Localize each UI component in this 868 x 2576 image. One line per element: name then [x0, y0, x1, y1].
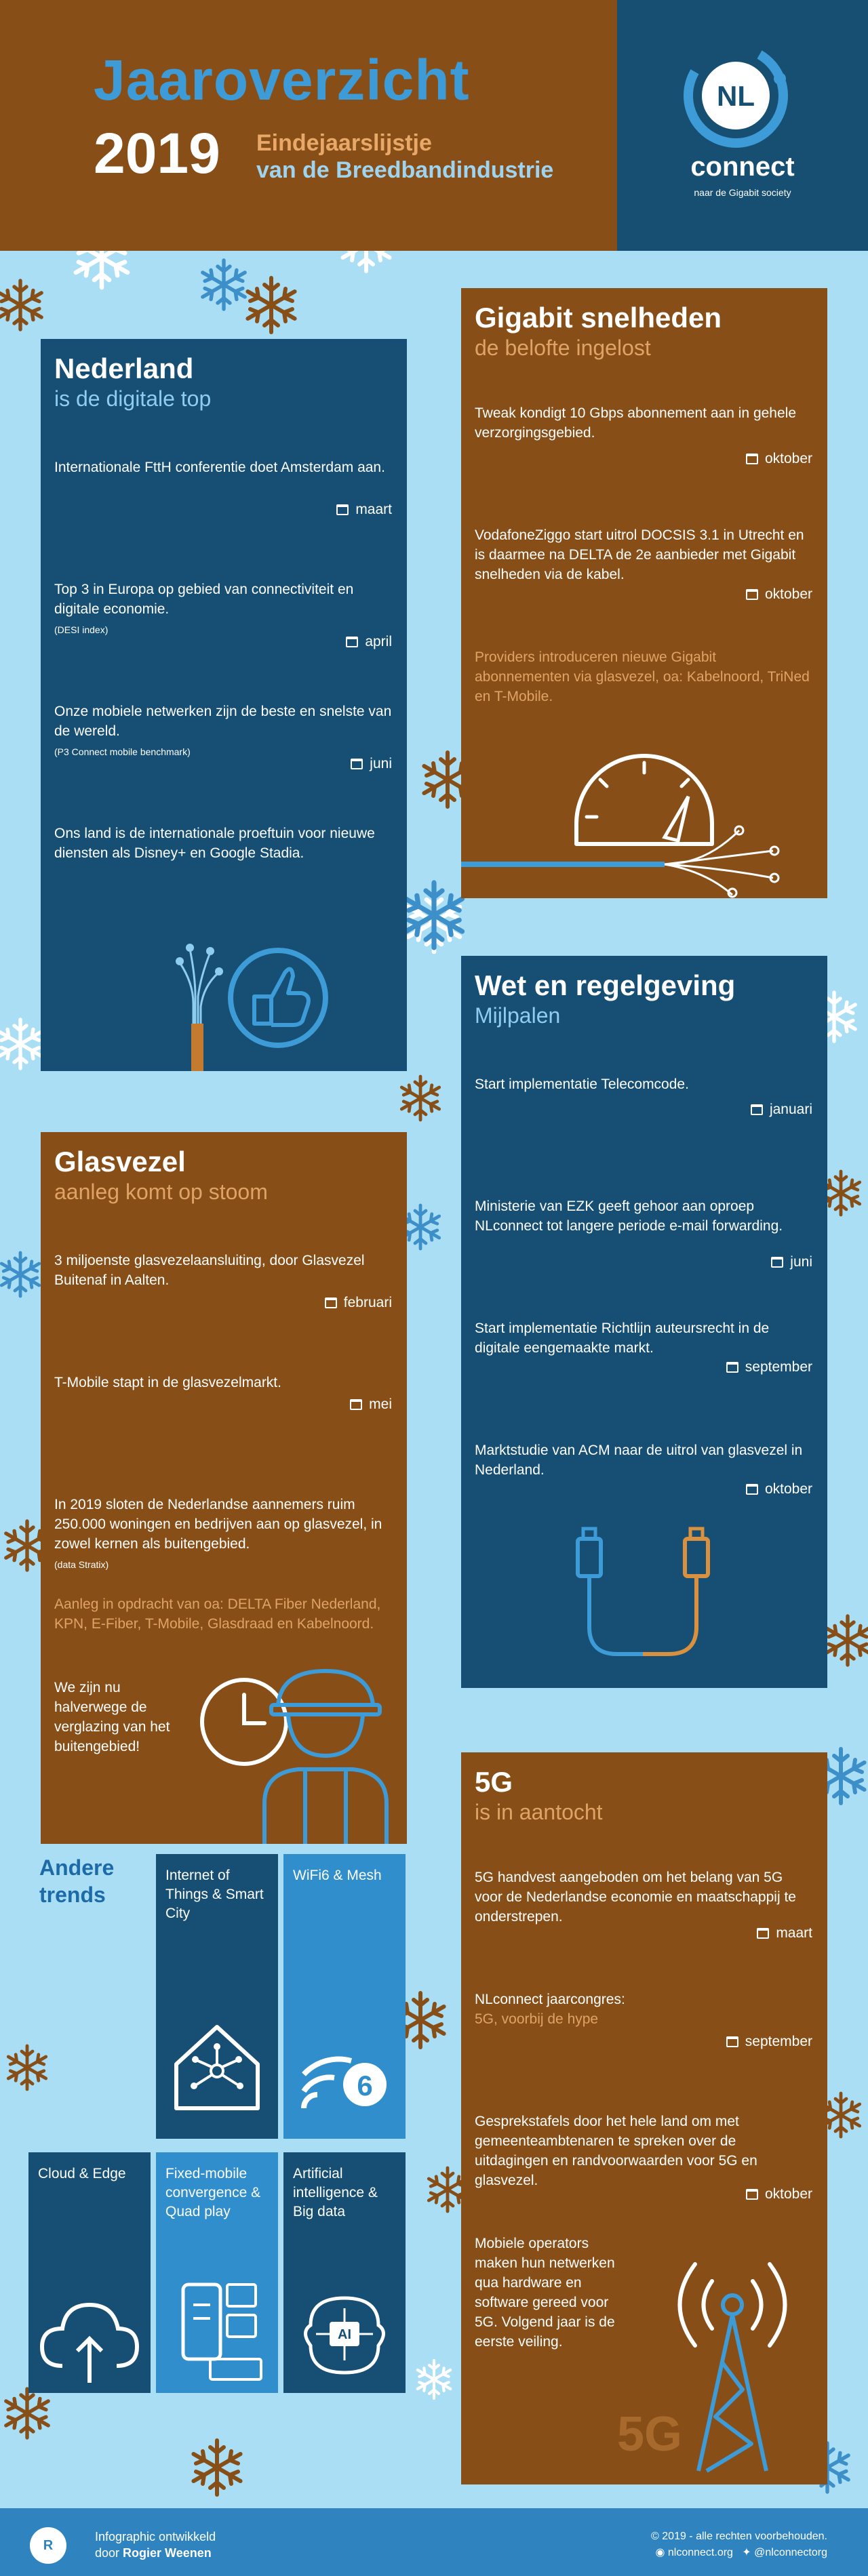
- list-item: Start implementatie Telecomcode.: [475, 1076, 689, 1092]
- panel-wet: [461, 956, 827, 1688]
- gigabit-highlight: Providers introduceren nieuwe Gigabit abonnementen via glasvezel, oa: Kabelnoord, TriNed en T-Mobile.: [475, 649, 810, 704]
- item-date: september: [726, 2034, 812, 2050]
- globe-icon: ◉: [655, 2547, 665, 2558]
- item-date: maart: [757, 1925, 812, 1941]
- logo-mark: NL: [717, 80, 755, 112]
- calendar-icon: [746, 454, 758, 464]
- item-date: januari: [751, 1102, 812, 1118]
- calendar-icon: [336, 504, 349, 515]
- item-date: februari: [325, 1295, 392, 1311]
- logo-tagline: naar de Gigabit society: [694, 187, 791, 198]
- ai-brain-icon: [283, 2271, 406, 2393]
- panel-title: Wet en regelgeving: [475, 969, 736, 1001]
- panel-subtitle: aanleg komt op stoom: [54, 1180, 268, 1204]
- page-year: 2019: [94, 121, 220, 185]
- twitter-link[interactable]: @nlconnectorg: [754, 2547, 827, 2558]
- trend-tile-ai: Artificial intelligence & Big data AI: [283, 2152, 406, 2393]
- panel-subtitle: is de digitale top: [54, 386, 212, 411]
- list-item: 3 miljoenste glasvezelaansluiting, door Glasvezel Buitenaf in Aalten.: [54, 1253, 365, 1288]
- item-date: oktober: [746, 451, 812, 467]
- calendar-icon: [351, 759, 363, 769]
- calendar-icon: [746, 589, 758, 600]
- trend-tile-wifi6: WiFi6 & Mesh 6: [283, 1854, 406, 2139]
- website-link[interactable]: nlconnect.org: [667, 2547, 733, 2558]
- page-title: Jaaroverzicht: [94, 48, 470, 112]
- page-subtitle-line2: van de Breedbandindustrie: [256, 157, 554, 183]
- item-date: april: [346, 634, 392, 650]
- wifi6-badge: 6: [357, 2070, 373, 2101]
- calendar-icon: [746, 1484, 758, 1495]
- list-item: NLconnect jaarcongres: 5G, voorbij de hype: [475, 1992, 625, 2027]
- glasvezel-closing: We zijn nu halverwege de verglazing van het buitengebied!: [54, 1680, 170, 1754]
- list-item: Gesprekstafels door het hele land om met gemeenteambtenaren te spreken over de uitdagingen en randvoorwaarden voor 5G en glasvezel.: [475, 2114, 757, 2188]
- calendar-icon: [325, 1297, 337, 1308]
- list-item: Internationale FttH conferentie doet Amsterdam aan.: [54, 460, 385, 475]
- item-date: oktober: [746, 586, 812, 603]
- logo-name: connect: [690, 152, 795, 182]
- calendar-icon: [746, 2189, 758, 2200]
- list-item: 5G handvest aangeboden om het belang van 5G voor de Nederlandse economie en maatschappij te onderstrepen.: [475, 1870, 796, 1925]
- list-item: Ministerie van EZK geeft gehoor aan oproep NLconnect tot langere periode e-mail forwarding.: [475, 1199, 783, 1234]
- list-item: Onze mobiele netwerken zijn de beste en snelste van de wereld. (P3 Connect mobile benchmark): [54, 704, 392, 757]
- calendar-icon: [757, 1928, 769, 1939]
- wifi6-icon: [283, 1996, 406, 2139]
- fiveg-closing: Mobiele operators maken hun netwerken qua hardware en software gereed voor 5G. Volgend jaar is de eerste veiling.: [475, 2236, 615, 2350]
- ai-badge: AI: [338, 2327, 351, 2342]
- list-item: Start implementatie Richtlijn auteursrecht in de digitale eengemaakte markt.: [475, 1321, 770, 1356]
- devices-icon: [156, 2257, 278, 2393]
- item-date: maart: [336, 502, 392, 518]
- panel-glasvezel: [41, 1132, 407, 1844]
- footer: [0, 2508, 868, 2576]
- author-logo: R: [30, 2527, 66, 2564]
- item-date: september: [726, 1359, 812, 1375]
- calendar-icon: [726, 1362, 738, 1373]
- header: [0, 0, 868, 251]
- list-item: Ons land is de internationale proeftuin voor nieuwe diensten als Disney+ en Google Stadia.: [54, 826, 375, 861]
- panel-subtitle: Mijlpalen: [475, 1003, 561, 1028]
- glasvezel-highlight: Aanleg in opdracht van oa: DELTA Fiber Nederland, KPN, E-Fiber, T-Mobile, Glasdraad en Kabelnoord.: [54, 1596, 381, 1632]
- panel-title: 5G: [475, 1766, 513, 1798]
- panel-subtitle: de belofte ingelost: [475, 336, 651, 360]
- trend-tile-cloud: Cloud & Edge: [28, 2152, 151, 2393]
- 5g-badge: 5G: [617, 2407, 683, 2461]
- trends-label: Andere trends: [39, 1855, 115, 1907]
- panel-subtitle: is in aantocht: [475, 1800, 603, 1824]
- item-date: oktober: [746, 1481, 812, 1497]
- footer-credit: Infographic ontwikkeld door Rogier Weenen: [95, 2530, 216, 2560]
- page-subtitle-line1: Eindejaarslijstje: [256, 130, 432, 156]
- panel-title: Nederland: [54, 353, 194, 384]
- clock-worker-icon: [41, 1641, 407, 1844]
- list-item: T-Mobile stapt in de glasvezelmarkt.: [54, 1375, 281, 1390]
- calendar-icon: [346, 637, 358, 647]
- item-date: juni: [771, 1254, 812, 1270]
- panel-nederland: [41, 339, 407, 1071]
- calendar-icon: [771, 1257, 783, 1268]
- list-item: Tweak kondigt 10 Gbps abonnement aan in gehele verzorgingsgebied.: [475, 405, 797, 441]
- footer-rights: © 2019 - alle rechten voorbehouden. ◉ nlconnect.org ✦ @nlconnectorg: [651, 2531, 827, 2558]
- trend-tile-iot: Internet of Things & Smart City: [156, 1854, 278, 2139]
- calendar-icon: [726, 2036, 738, 2047]
- item-date: juni: [351, 756, 392, 772]
- panel-title: Glasvezel: [54, 1146, 186, 1178]
- item-date: oktober: [746, 2186, 812, 2202]
- smart-home-icon: [156, 1996, 278, 2139]
- nlconnect-logo-icon: [678, 38, 793, 153]
- panel-5g: [461, 1752, 827, 2484]
- cell-tower-icon: [461, 2240, 827, 2484]
- cloud-upload-icon: [28, 2271, 151, 2393]
- item-date: mei: [350, 1396, 392, 1413]
- calendar-icon: [350, 1399, 362, 1410]
- list-item: In 2019 sloten de Nederlandse aannemers ruim 250.000 woningen en bedrijven aan op glasvezel, in zowel kernen als buitengebied. (data Stratix): [54, 1497, 382, 1570]
- list-item: Top 3 in Europa op gebied van connectiviteit en digitale economie. (DESI index): [54, 582, 354, 635]
- header-title-block: [0, 0, 617, 251]
- panel-title: Gigabit snelheden: [475, 302, 722, 334]
- list-item: Marktstudie van ACM naar de uitrol van glasvezel in Nederland.: [475, 1443, 803, 1478]
- speedometer-fiber-icon: [461, 742, 827, 898]
- trend-tile-fmc: Fixed-mobile convergence & Quad play: [156, 2152, 278, 2393]
- panel-gigabit: [461, 288, 827, 898]
- twitter-icon: ✦: [742, 2547, 751, 2558]
- fiber-thumbs-up-icon: [41, 922, 407, 1071]
- list-item: VodafoneZiggo start uitrol DOCSIS 3.1 in Utrecht en is daarmee na DELTA de 2e aanbieder met Gigabit snelheden via de kabel.: [475, 527, 804, 582]
- calendar-icon: [751, 1104, 763, 1115]
- cable-connectors-icon: [461, 1525, 827, 1688]
